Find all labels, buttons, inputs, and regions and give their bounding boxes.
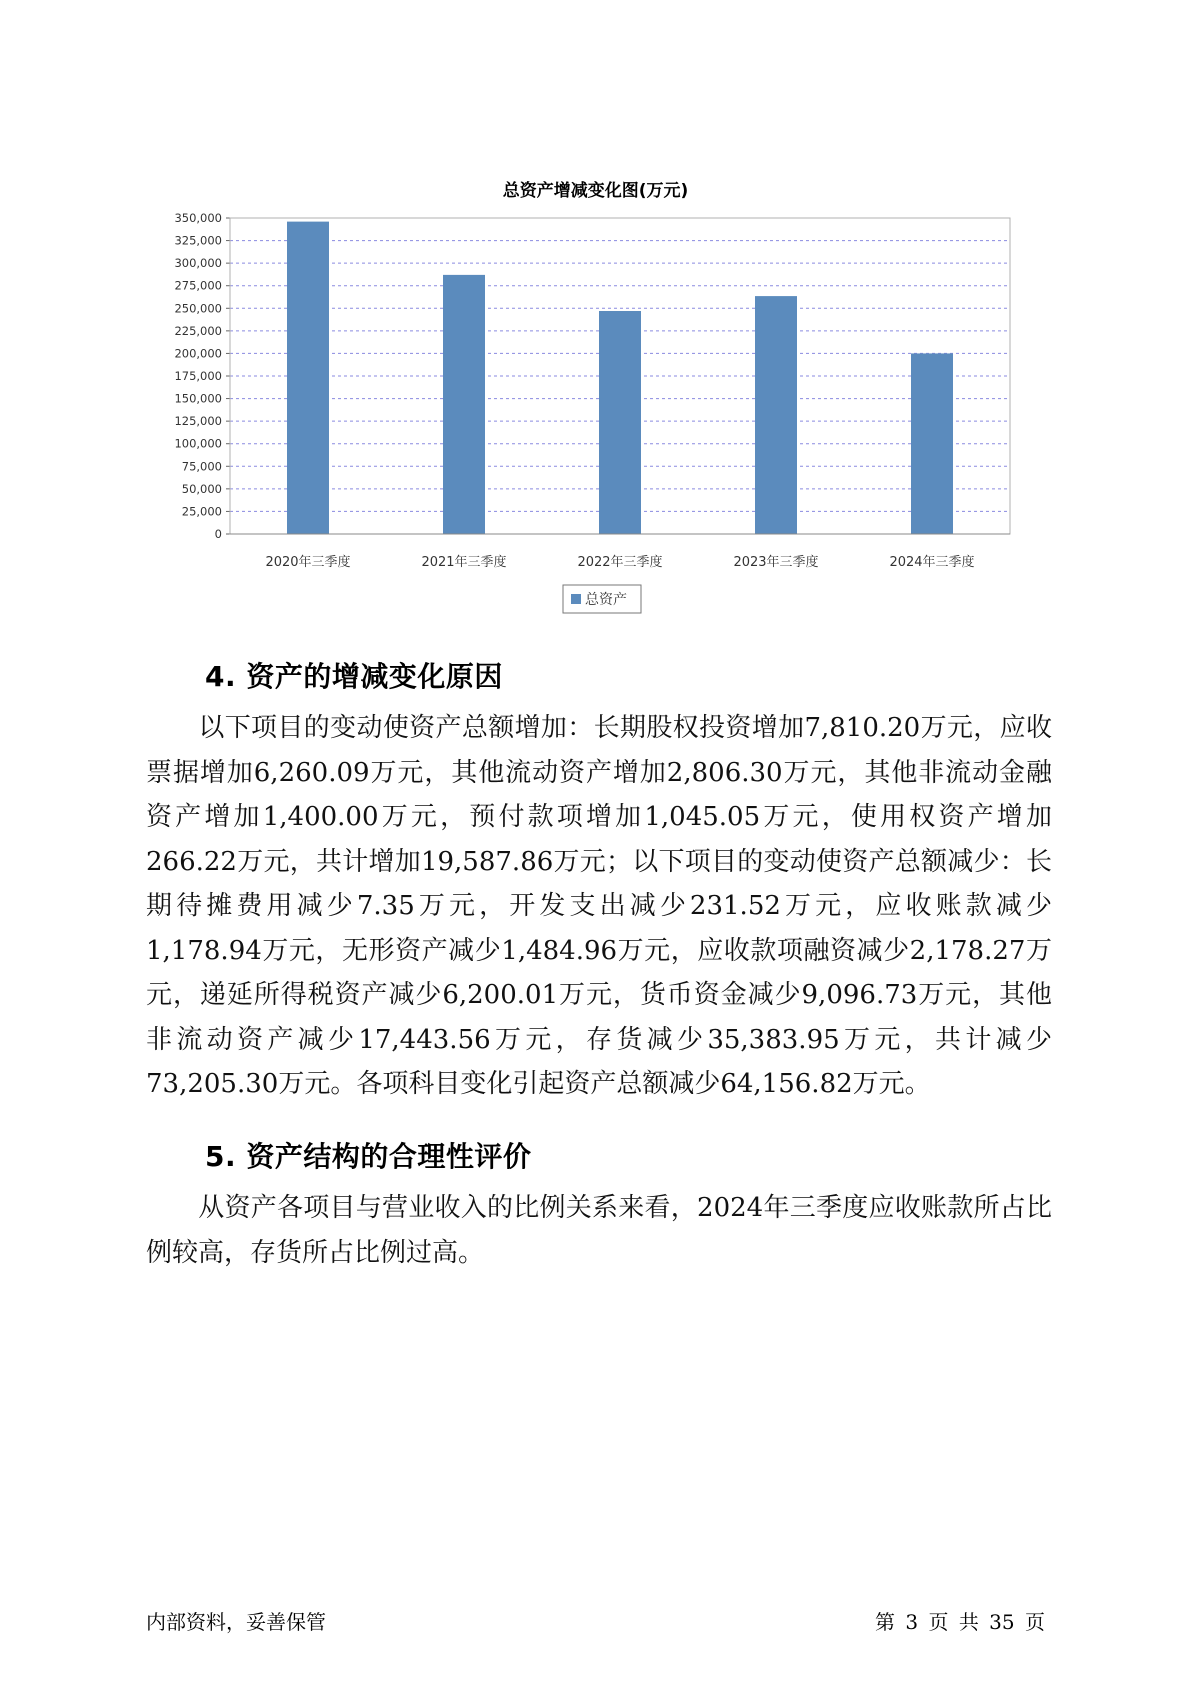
x-tick-label: 2021年三季度 bbox=[421, 555, 507, 570]
section-5-paragraph bbox=[146, 1186, 1052, 1275]
bar-2020年三季度 bbox=[287, 222, 329, 534]
y-tick-label: 0 bbox=[214, 527, 222, 541]
x-tick-label: 2020年三季度 bbox=[265, 555, 351, 570]
y-tick-label: 25,000 bbox=[181, 504, 222, 519]
bar-2023年三季度 bbox=[755, 296, 797, 534]
y-tick-label: 150,000 bbox=[174, 391, 222, 406]
y-tick-label: 250,000 bbox=[174, 301, 222, 316]
y-tick-label: 275,000 bbox=[174, 278, 222, 293]
y-tick-label: 75,000 bbox=[181, 459, 222, 474]
bar-2021年三季度 bbox=[443, 275, 485, 534]
y-tick-label: 200,000 bbox=[174, 346, 222, 361]
y-tick-label: 350,000 bbox=[174, 211, 222, 225]
x-tick-label: 2023年三季度 bbox=[733, 555, 819, 570]
section-5-text: 从资产各项目与营业收入的比例关系来看，2024年三季度应收账款所占比例较高，存货所占比例过高。 bbox=[146, 1193, 1052, 1268]
y-tick-label: 325,000 bbox=[174, 233, 222, 248]
y-tick-label: 300,000 bbox=[174, 256, 222, 271]
y-tick-label: 50,000 bbox=[181, 481, 222, 496]
total-assets-bar-chart bbox=[0, 0, 1191, 640]
section-4-text: 以下项目的变动使资产总额增加：长期股权投资增加7,810.20万元，应收票据增加6,260.09万元，其他流动资产增加2,806.30万元，其他非流动金融资产增加1,400.00万元，预付款项增加1,045.05万元，使用权资产增加266.22万元，共计增加19,587.86万元；以下项目的变动使资产总额减少：长期待摊费用减少7.35万元，开发支出减少231.52万元，应收账款减少1,178.94万元，无形资产减少1,484.96万元，应收款项融资减少2,178.27万元，递延所得税资产减少6,200.01万元，货币资金减少9,096.73万元，其他非流动资产减少17,443.56万元，存货减少35,383.95万元，共计减少73,205.30万元。各项科目变化引起资产总额减少64,156.82万元。 bbox=[146, 713, 1052, 1099]
legend-label: 总资产 bbox=[585, 592, 627, 608]
x-tick-label: 2022年三季度 bbox=[577, 555, 663, 570]
section-5-heading: 5. 资产结构的合理性评价 bbox=[205, 1140, 532, 1173]
legend-swatch bbox=[571, 594, 581, 604]
x-tick-label: 2024年三季度 bbox=[889, 555, 975, 570]
footer-page-number: 第 3 页 共 35 页 bbox=[875, 1610, 1045, 1634]
section-4-paragraph bbox=[146, 706, 1052, 1107]
y-tick-label: 100,000 bbox=[174, 436, 222, 451]
chart-title: 总资产增减变化图(万元) bbox=[502, 181, 689, 201]
footer-confidential-note: 内部资料，妥善保管 bbox=[146, 1610, 326, 1634]
y-tick-label: 175,000 bbox=[174, 369, 222, 383]
section-4-heading: 4. 资产的增减变化原因 bbox=[205, 660, 503, 693]
y-tick-label: 225,000 bbox=[174, 323, 222, 338]
y-tick-label: 125,000 bbox=[174, 414, 222, 429]
bar-2024年三季度 bbox=[911, 353, 953, 534]
bar-2022年三季度 bbox=[599, 311, 641, 534]
